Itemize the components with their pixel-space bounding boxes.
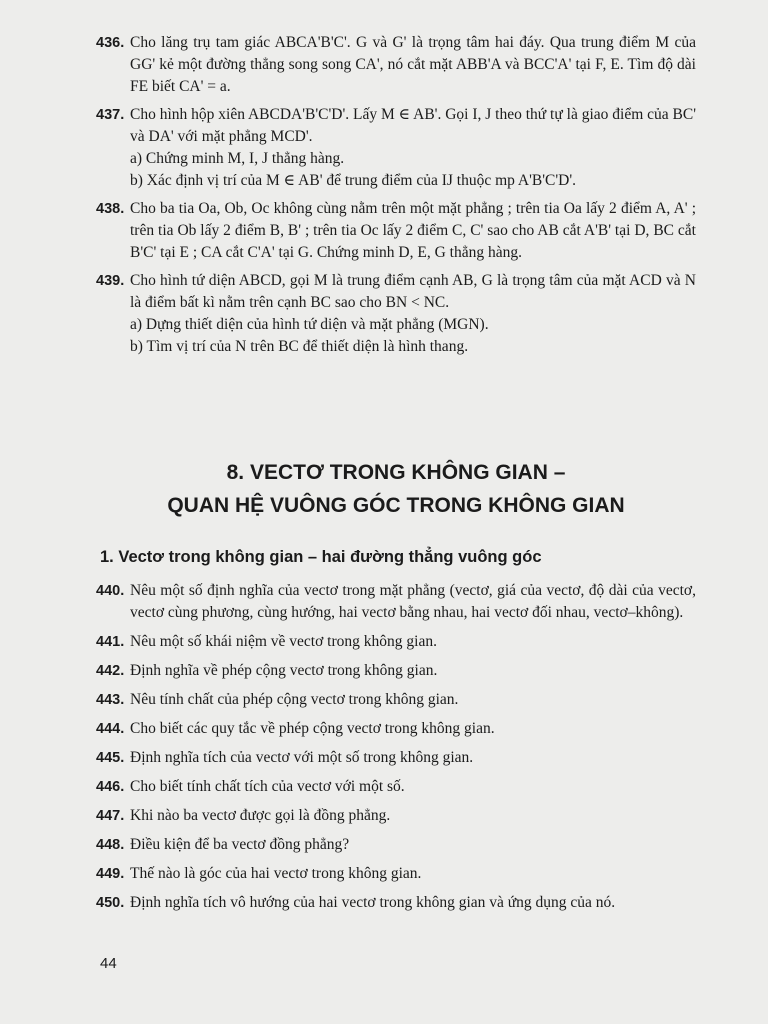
problem-number: 448. bbox=[96, 837, 125, 853]
problem-number: 445. bbox=[96, 750, 125, 766]
problem-number: 450. bbox=[96, 895, 125, 911]
problem-number: 441. bbox=[96, 634, 125, 650]
problem-443 bbox=[96, 689, 696, 711]
problem-442 bbox=[96, 660, 696, 682]
problem-number: 449. bbox=[96, 866, 125, 882]
problem-part-b: b) Xác định vị trí của M ∈ AB' để trung điểm của IJ thuộc mp A'B'C'D'. bbox=[130, 172, 577, 189]
problem-number: 446. bbox=[96, 779, 125, 795]
problem-text: Khi nào ba vectơ được gọi là đồng phẳng. bbox=[130, 807, 391, 824]
problem-440 bbox=[96, 580, 696, 624]
problem-part-a: a) Dựng thiết diện của hình tứ diện và mặt phẳng (MGN). bbox=[130, 316, 489, 333]
problem-text: Thế nào là góc của hai vectơ trong không gian. bbox=[130, 865, 422, 882]
problem-number: 443. bbox=[96, 692, 125, 708]
problem-444 bbox=[96, 718, 696, 740]
problem-text: Định nghĩa tích vô hướng của hai vectơ trong không gian và ứng dụng của nó. bbox=[130, 894, 616, 911]
problem-text: Cho biết tính chất tích của vectơ với một số. bbox=[130, 778, 405, 795]
problem-number: 442. bbox=[96, 663, 125, 679]
problem-number: 439. bbox=[96, 273, 125, 289]
problem-text: Nêu tính chất của phép cộng vectơ trong không gian. bbox=[130, 691, 459, 708]
problem-text: Cho hình tứ diện ABCD, gọi M là trung điểm cạnh AB, G là trọng tâm của mặt ACD và N là điểm bất kì nằm trên cạnh BC sao cho BN < NC. bbox=[130, 272, 696, 311]
problem-text: Nêu một số định nghĩa của vectơ trong mặt phẳng (vectơ, giá của vectơ, độ dài của vectơ, vectơ cùng phương, cùng hướng, hai vectơ bằng nhau, hai vectơ đối nhau, vectơ–không). bbox=[130, 582, 696, 621]
section-title bbox=[96, 456, 696, 522]
problem-number: 440. bbox=[96, 583, 125, 599]
problem-448 bbox=[96, 834, 696, 856]
problem-part-a: a) Chứng minh M, I, J thẳng hàng. bbox=[130, 150, 345, 167]
problem-number: 447. bbox=[96, 808, 125, 824]
problem-438 bbox=[96, 198, 696, 264]
problem-text: Định nghĩa tích của vectơ với một số trong không gian. bbox=[130, 749, 474, 766]
problem-text: Định nghĩa về phép cộng vectơ trong không gian. bbox=[130, 662, 438, 679]
problem-436 bbox=[96, 32, 696, 98]
problems-bottom bbox=[96, 580, 696, 921]
problem-number: 438. bbox=[96, 201, 125, 217]
problem-446 bbox=[96, 776, 696, 798]
problem-445 bbox=[96, 747, 696, 769]
subsection-title: 1. Vectơ trong không gian – hai đường thẳng vuông góc bbox=[100, 548, 542, 566]
problem-number: 444. bbox=[96, 721, 125, 737]
problem-text: Điều kiện để ba vectơ đồng phẳng? bbox=[130, 836, 350, 853]
problem-part-b: b) Tìm vị trí của N trên BC để thiết diện là hình thang. bbox=[130, 338, 469, 355]
problem-number: 436. bbox=[96, 35, 125, 51]
problem-text: Cho biết các quy tắc về phép cộng vectơ trong không gian. bbox=[130, 720, 495, 737]
problems-top bbox=[96, 32, 696, 364]
problem-447 bbox=[96, 805, 696, 827]
problem-441 bbox=[96, 631, 696, 653]
section-title-line2: QUAN HỆ VUÔNG GÓC TRONG KHÔNG GIAN bbox=[167, 494, 625, 517]
problem-text: Cho ba tia Oa, Ob, Oc không cùng nằm trên một mặt phẳng ; trên tia Oa lấy 2 điểm A, A' ; trên tia Ob lấy 2 điểm B, B' ; trên tia Oc lấy 2 điểm C, C' sao cho AB cắt A'B' tại D, BC cắt B'C' tại E ; CA cắt C'A' tại G. Chứng minh D, E, G thẳng hàng. bbox=[130, 200, 696, 261]
problem-text: Cho lăng trụ tam giác ABCA'B'C'. G và G' là trọng tâm hai đáy. Qua trung điểm M của GG' kẻ một đường thẳng song song CA', nó cắt mặt ABB'A và BCC'A' tại F, E. Tìm độ dài FE biết CA' = a. bbox=[130, 34, 696, 95]
page-number: 44 bbox=[100, 955, 117, 972]
problem-text: Nêu một số khái niệm về vectơ trong không gian. bbox=[130, 633, 437, 650]
problem-450 bbox=[96, 892, 696, 914]
section-title-line1: 8. VECTƠ TRONG KHÔNG GIAN – bbox=[226, 461, 566, 484]
problem-number: 437. bbox=[96, 107, 125, 123]
problem-449 bbox=[96, 863, 696, 885]
problem-text: Cho hình hộp xiên ABCDA'B'C'D'. Lấy M ∈ AB'. Gọi I, J theo thứ tự là giao điểm của BC' và DA' với mặt phẳng MCD'. bbox=[130, 106, 696, 145]
problem-437 bbox=[96, 104, 696, 192]
problem-439 bbox=[96, 270, 696, 358]
